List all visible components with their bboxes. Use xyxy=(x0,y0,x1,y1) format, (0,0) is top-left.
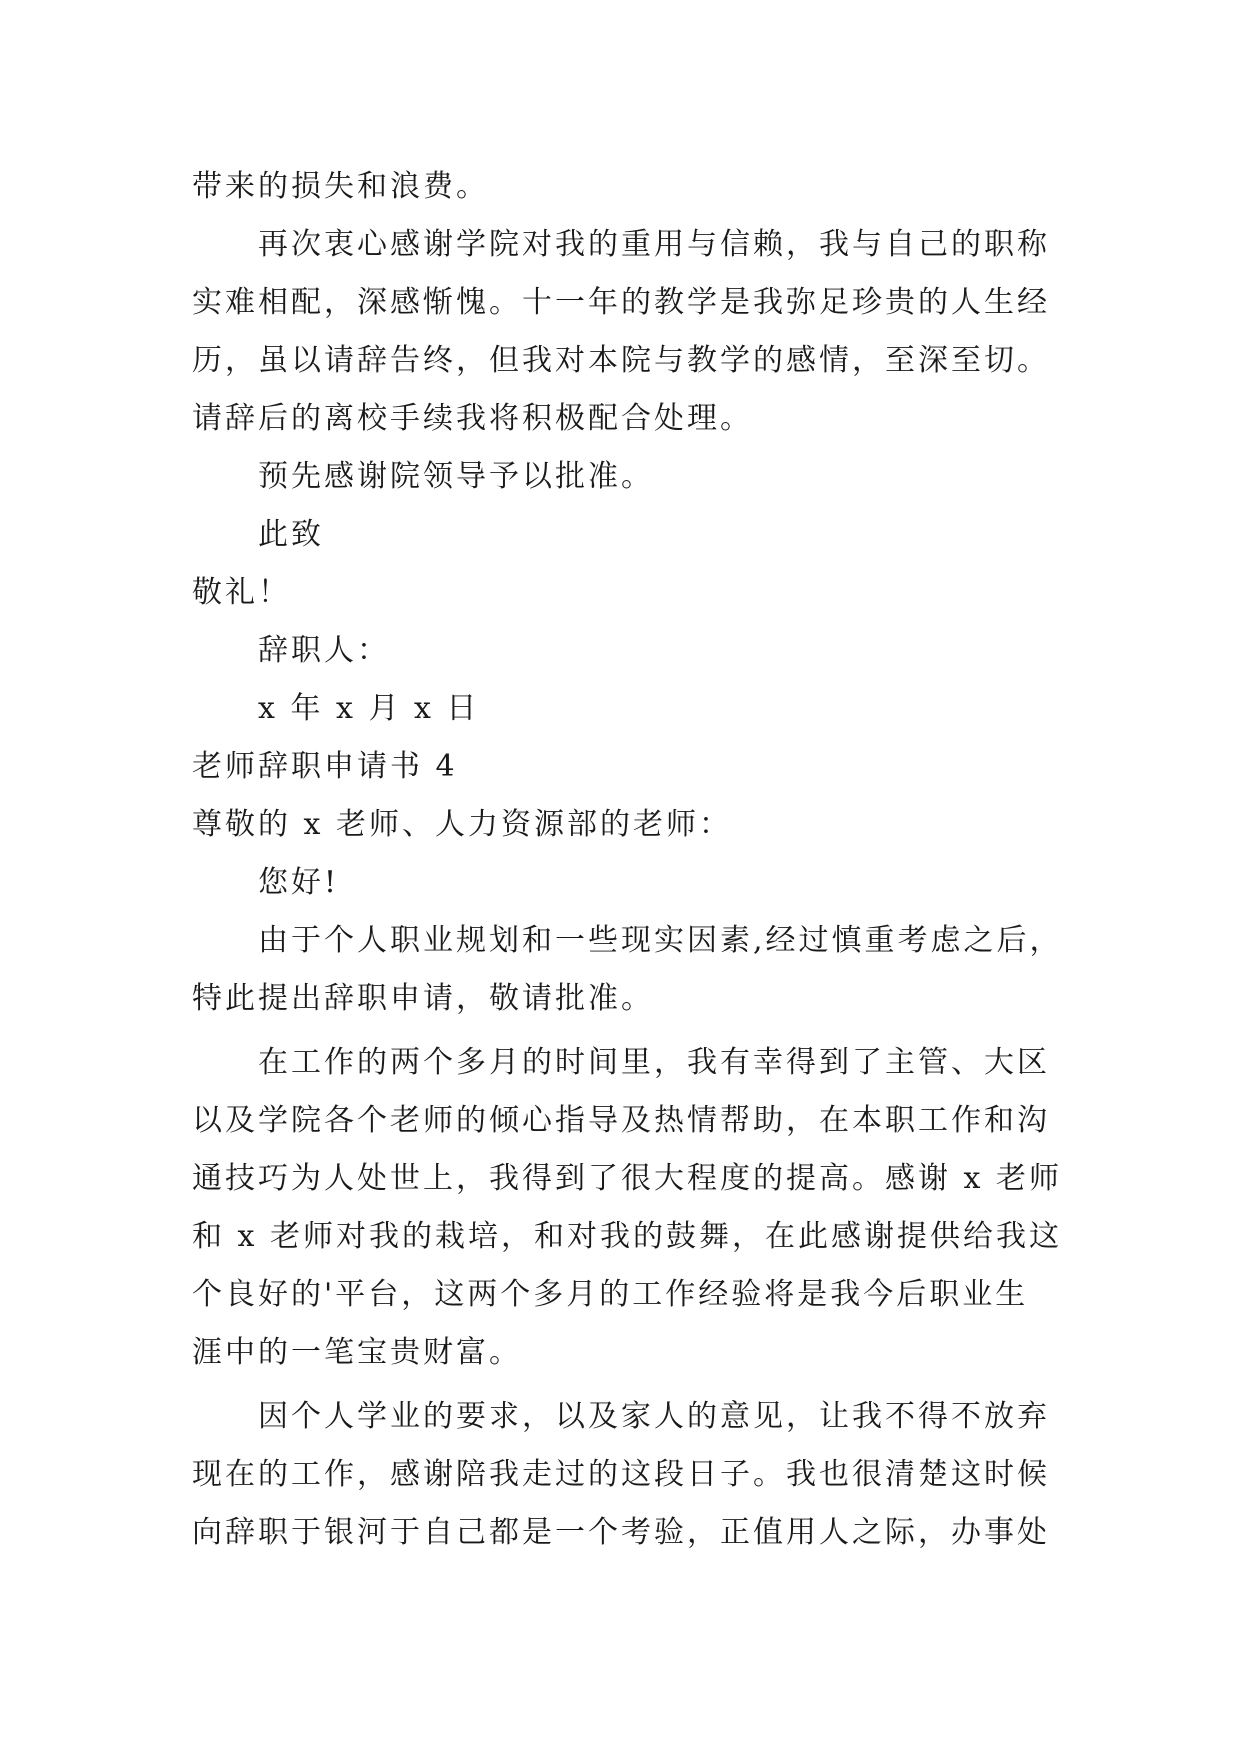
text-line: 和 x 老师对我的栽培，和对我的鼓舞，在此感谢提供给我这 xyxy=(192,1219,1062,1254)
text-line: 现在的工作，感谢陪我走过的这段日子。我也很清楚这时候 xyxy=(192,1457,1050,1492)
text-line: 个良好的'平台，这两个多月的工作经验将是我今后职业生 xyxy=(192,1277,1029,1312)
text-line: 特此提出辞职申请，敬请批准。 xyxy=(192,981,654,1016)
paragraph-start-line: 再次衷心感谢学院对我的重用与信赖，我与自己的职称 xyxy=(258,227,1050,262)
text-line: 通技巧为人处世上，我得到了很大程度的提高。感谢 x 老师 xyxy=(192,1161,1062,1196)
text-line: 带来的损失和浪费。 xyxy=(192,169,489,204)
signature-date: x 年 x 月 x 日 xyxy=(258,691,480,726)
greeting-line: 您好! xyxy=(258,865,340,900)
paragraph-start-line: 由于个人职业规划和一些现实因素,经过慎重考虑之后， xyxy=(258,923,1063,958)
text-line: 向辞职于银河于自己都是一个考验，正值用人之际，办事处 xyxy=(192,1515,1050,1550)
text-line: 历，虽以请辞告终，但我对本院与教学的感情，至深至切。 xyxy=(192,343,1050,378)
signature-label: 辞职人： xyxy=(258,633,390,668)
paragraph-start-line: 因个人学业的要求，以及家人的意见，让我不得不放弃 xyxy=(258,1399,1050,1434)
document-body xyxy=(192,158,1072,1562)
paragraph-start-line: 预先感谢院领导予以批准。 xyxy=(258,459,654,494)
text-line: 实难相配，深感惭愧。十一年的教学是我弥足珍贵的人生经 xyxy=(192,285,1050,320)
section-title: 老师辞职申请书 4 xyxy=(192,749,458,784)
addressee-line: 尊敬的 x 老师、人力资源部的老师： xyxy=(192,807,732,842)
text-line: 以及学院各个老师的倾心指导及热情帮助，在本职工作和沟 xyxy=(192,1103,1050,1138)
text-line: 涯中的一笔宝贵财富。 xyxy=(192,1335,522,1370)
text-line: 请辞后的离校手续我将积极配合处理。 xyxy=(192,401,753,436)
closing-salutation: 此致 xyxy=(258,517,324,552)
closing-regards: 敬礼！ xyxy=(192,575,291,610)
paragraph-start-line: 在工作的两个多月的时间里，我有幸得到了主管、大区 xyxy=(258,1045,1050,1080)
